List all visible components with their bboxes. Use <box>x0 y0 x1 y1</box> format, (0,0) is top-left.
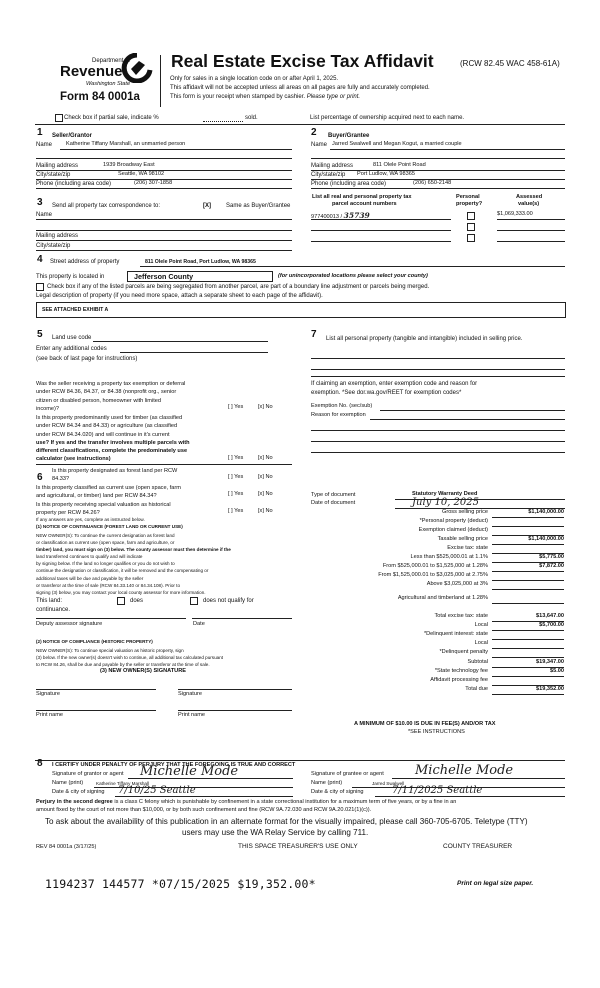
assessed-col-header: Assessed <box>516 194 543 200</box>
tax-corr-label: Send all property tax correspondence to: <box>52 203 161 209</box>
grantor-date-city[interactable]: 7/10/25 Seattle <box>118 785 196 796</box>
exemption-no-label: Exemption No. (sec/sub) <box>311 403 373 409</box>
tax-row-line <box>492 648 564 649</box>
form-rcw: (RCW 82.45 WAC 458-61A) <box>460 59 560 68</box>
section-2-number: 2 <box>311 127 317 138</box>
tax-row-line <box>492 639 564 640</box>
does-not-checkbox[interactable] <box>190 597 198 605</box>
tax-row-label: *Delinquent penalty <box>439 649 488 655</box>
tax-row-line <box>492 517 564 518</box>
section-3-number: 3 <box>37 197 43 208</box>
street-address[interactable]: 811 Olele Point Road, Port Ludlow, WA 98365 <box>145 259 256 265</box>
form-revision: REV 84 0001a (3/17/25) <box>36 844 97 850</box>
parcel-line-1 <box>311 219 451 220</box>
exemption-rule <box>311 376 565 377</box>
personal-line-1 <box>311 358 565 359</box>
exemption-reason-field[interactable] <box>370 419 565 420</box>
assessed-line-3 <box>497 241 565 242</box>
tax-row-label: *Delinquent interest: state <box>423 631 488 637</box>
same-as-buyer-label: Same as Buyer/Grantee <box>226 203 291 209</box>
additional-codes-label: Enter any additional codes <box>36 346 107 352</box>
exemption-line-1: If claiming an exemption, enter exemption code and reason for <box>311 381 478 387</box>
does-not-label: does not qualify for <box>203 598 254 604</box>
section-7-number: 7 <box>311 329 317 340</box>
q1-no[interactable]: [x] No <box>258 404 273 410</box>
street-label: Street address of property <box>50 259 120 265</box>
tax-row-line <box>492 603 564 604</box>
this-land-label: This land: <box>36 598 63 604</box>
exemption-reason-line-2 <box>311 430 565 431</box>
q2-yes[interactable]: [ ] Yes <box>228 455 244 461</box>
continuance-text: NEW OWNER(S): To continue the current designation as forest land or classification as current use (open space, farm and agriculture, or timber) land, you must sign on (3) below. The county assessor must then determine if the land transferred continues to qualify and will indicate by signing below. If the land no longer qualifies or you do not wish to continue the designation or classification, it will be removed and the compensating or additional taxes will be due and payable by the seller or transferor at the time of sale (RCW 84.33.140 or 84.34.108). Prior to signing (3) below, you may contact your local county assessor for more information. <box>36 533 231 595</box>
tax-row-label: From $525,000.01 to $1,525,000 at 1.28% <box>382 563 488 569</box>
partial-sale-checkbox[interactable] <box>55 114 63 122</box>
buyer-blank-line <box>311 158 565 159</box>
seller-mail[interactable]: 1939 Broadway East <box>103 162 155 168</box>
tax-row-line <box>492 657 564 658</box>
tax-row-line <box>492 580 564 581</box>
tax-row-value[interactable]: $5,700.00 <box>539 622 564 628</box>
buyer-city-label: City/state/zip <box>311 172 346 178</box>
seller-phone-label: Phone (including area code) <box>36 181 112 187</box>
personal-col-header: Personal <box>456 194 480 200</box>
revenue-wordmark: Revenue <box>60 63 123 80</box>
question-historic: Is this property receiving special valuation as historical property per RCW 84.26? <box>36 502 171 517</box>
continuance-heading: (1) NOTICE OF CONTINUANCE (FOREST LAND OR CURRENT USE) <box>36 524 183 529</box>
section-8-rule <box>35 760 565 761</box>
q3-no[interactable]: [x] No <box>258 474 273 480</box>
signature-label-2: Signature <box>178 691 202 697</box>
tax-corr-name-label: Name <box>36 212 53 218</box>
signature-label-1: Signature <box>36 691 60 697</box>
land-use-field[interactable] <box>93 341 268 342</box>
tax-row-value[interactable]: $13,647.00 <box>536 613 564 619</box>
deputy-label: Deputy assessor signature <box>36 621 103 627</box>
street-line <box>140 266 565 267</box>
grantee-date-city[interactable]: 7/11/2025 Seattle <box>392 785 483 796</box>
tax-row-line <box>492 589 564 590</box>
seller-mail-line <box>36 170 292 171</box>
tax-row-label: Taxable selling price <box>437 536 488 542</box>
perjury-text: Perjury in the second degree is a class C felony which is punishable by confinement in a state correctional institution for a maximum term of five years, or by a fine in an <box>36 799 457 805</box>
question-forest: Is this property designated as forest land per RCW 84.33? <box>52 468 178 483</box>
grantor-sig-line <box>128 778 293 779</box>
question-current-use: Is this property classified as current use (open space, farm and agricultural, or timber) land per RCW 84.34? <box>36 485 181 500</box>
tax-row-label: Excise tax: state <box>447 545 488 551</box>
buyer-name-label: Name <box>311 142 328 148</box>
tax-row-line <box>492 694 564 695</box>
tax-corr-mail-label: Mailing address <box>36 233 79 239</box>
parcel-number[interactable]: 977400013 / 35739 <box>311 211 370 220</box>
assessed-line-1 <box>497 219 565 220</box>
grantor-print-label: Name (print) <box>52 780 84 786</box>
does-label: does <box>130 598 144 604</box>
personal-checkbox-3[interactable] <box>467 234 475 242</box>
tax-row-label: Local <box>474 622 488 628</box>
legal-size-note: Print on legal size paper. <box>457 880 534 887</box>
doc-date-value[interactable]: July 10, 2025 <box>412 497 480 508</box>
exemption-no-field[interactable] <box>380 410 565 411</box>
owner-signature-2[interactable] <box>178 689 292 690</box>
doc-type-value[interactable]: Statutory Warranty Deed <box>412 491 478 497</box>
accessibility-line-2: users may use the WA Relay Service by calling 711. <box>182 828 369 837</box>
seller-blank-line <box>36 158 292 159</box>
seller-name-line <box>60 149 292 150</box>
tax-row-line <box>492 526 564 527</box>
does-checkbox[interactable] <box>117 597 125 605</box>
header-divider <box>160 55 161 107</box>
tax-row-label: From $1,525,000.01 to $3,025,000 at 2.75% <box>378 572 488 578</box>
tax-row-value[interactable]: $1,140,000.00 <box>528 536 564 542</box>
county-treasurer-label: COUNTY TREASURER <box>443 843 513 850</box>
tax-row-line <box>492 544 564 545</box>
buyer-mail[interactable]: 811 Olele Point Road <box>373 162 426 168</box>
dept-label: Department of <box>92 58 131 64</box>
tax-corr-city-label: City/state/zip <box>36 243 71 249</box>
county-value: Jefferson County <box>134 272 194 281</box>
same-as-buyer-checkbox[interactable]: [X] <box>203 203 211 209</box>
tax-corr-blank-line <box>36 230 292 231</box>
parcel-line-2 <box>311 230 451 231</box>
exemption-reason-label: Reason for exemption <box>311 412 366 418</box>
seller-phone-line <box>36 188 292 189</box>
doc-date-label: Date of document <box>311 500 356 506</box>
personal-line-2 <box>311 369 565 370</box>
compliance-heading: (2) NOTICE OF COMPLIANCE (HISTORIC PROPERTY) <box>36 639 153 644</box>
legal-description-box[interactable] <box>36 302 566 318</box>
exemption-line-2: exemption. *See dor.wa.gov/REET for exemption codes* <box>311 390 462 396</box>
tax-row-label: Local <box>474 640 488 646</box>
form-number: Form 84 0001a <box>60 91 140 103</box>
grantee-date-label: Date & city of signing <box>311 789 364 795</box>
seller-name-label: Name <box>36 142 53 148</box>
tax-row-line <box>492 676 564 677</box>
owner-signature-1[interactable] <box>36 689 156 690</box>
land-use-label: Land use code <box>52 335 92 341</box>
treasurer-receipt-stamp: 1194237 144577 *07/15/2025 $19,352.00* <box>45 877 316 891</box>
tax-row-line <box>492 630 564 631</box>
buyer-phone-label: Phone (including area code) <box>311 181 387 187</box>
tax-row-label: Total excise tax: state <box>434 613 488 619</box>
seller-city-label: City/state/zip <box>36 172 71 178</box>
q5-no[interactable]: [x] No <box>258 508 273 514</box>
location-label: This property is located in <box>36 274 105 280</box>
buyer-city[interactable]: Port Ludlow, WA 98365 <box>357 171 415 177</box>
deputy-date-field[interactable] <box>192 618 292 619</box>
legal-description-label: Legal description of property (if you need more space, attach a separate sheet to each page of the affidavit). <box>36 293 323 299</box>
exemption-reason-line-4 <box>311 452 565 453</box>
tax-row-value[interactable]: $7,872.00 <box>539 563 564 569</box>
new-owner-sig-heading: (3) NEW OWNER(S) SIGNATURE <box>100 668 186 674</box>
print-label-2: Print name <box>178 712 206 718</box>
tax-row-label: Affidavit processing fee <box>430 677 488 683</box>
grantee-date-line <box>375 796 565 797</box>
treasurer-space-label: THIS SPACE TREASURER'S USE ONLY <box>238 843 358 850</box>
grantor-date-label: Date & city of signing <box>52 789 105 795</box>
seller-name[interactable]: Katherine Tiffany Marshall, an unmarried person <box>66 141 186 147</box>
assessed-line-2 <box>497 230 565 231</box>
tax-row-label: *State technology fee <box>434 668 488 674</box>
tax-row-value[interactable]: $5.00 <box>550 668 564 674</box>
parcel-col-header: List all real and personal property tax <box>312 194 412 200</box>
seller-mail-label: Mailing address <box>36 163 79 169</box>
personal-col-header-2: property? <box>456 201 483 207</box>
header-line-3: This form is your receipt when stamped by cashier. Please type or print. <box>170 94 361 100</box>
certify-heading: I CERTIFY UNDER PENALTY OF PERJURY THAT THE FOREGOING IS TRUE AND CORRECT <box>52 762 296 768</box>
q1-yes[interactable]: [ ] Yes <box>228 404 244 410</box>
partial-sold-label: sold. <box>245 115 258 121</box>
section-4-number: 4 <box>37 254 43 265</box>
segregated-checkbox[interactable] <box>36 283 44 291</box>
buyer-mail-label: Mailing address <box>311 163 354 169</box>
parcel-col-header-2: parcel account numbers <box>332 201 397 207</box>
parcel-line-3 <box>311 241 451 242</box>
compliance-text: NEW OWNER(S): To continue special valuation as historic property, sign (3) below. If the new owner(s) doesn't wish to continue, all additional tax calculated pursuant to RCW 84.26, shall be due and payable by the seller or transferor at the time of sale. <box>36 648 224 668</box>
county-note: (for unincorporated locations please select your county) <box>278 273 428 279</box>
grantor-signature[interactable]: Michelle Mode <box>140 764 239 779</box>
revenue-swoosh-icon <box>121 53 153 83</box>
assessed-col-header-2: value(s) <box>518 201 540 207</box>
section-8-number: 8 <box>37 758 43 769</box>
section-5-number: 5 <box>37 329 43 340</box>
seller-city[interactable]: Seattle, WA 98102 <box>118 171 165 177</box>
tax-row-value[interactable]: $5,775.00 <box>539 554 564 560</box>
question-timber: Is this property predominantly used for timber (as classified under RCW 84.34 and 84.33) or agriculture (as classified under RCW 84.34.020) and will continue in it's current use? If yes and the transfer involves multiple parcels with different classifications, complete the predominately use calculator (see instructions) <box>36 415 190 463</box>
deputy-date-label: Date <box>193 621 205 627</box>
personal-checkbox-2[interactable] <box>467 223 475 231</box>
tax-row-label: *Personal property (deduct) <box>419 518 488 524</box>
tax-row-label: Exemption claimed (deduct) <box>418 527 488 533</box>
partial-pct-field[interactable] <box>203 121 243 122</box>
question-exemption: Was the seller receiving a property tax exemption or deferral under RCW 84.36, 84.37, or 84.38 (nonprofit org., senior citizen or disabled person, homeowner with limited income)? <box>36 381 186 412</box>
section-1-number: 1 <box>37 127 43 138</box>
seller-heading: Seller/Grantor <box>52 133 93 139</box>
grantee-print-label: Name (print) <box>311 780 343 786</box>
grantee-sig-label: Signature of grantee or agent <box>311 771 384 777</box>
assessed-value[interactable]: $1,069,333.00 <box>497 211 533 217</box>
legal-description-value: SEE ATTACHED EXHIBIT A <box>42 307 109 313</box>
tax-row-value[interactable]: $19,347.00 <box>536 659 564 665</box>
see-instructions-note: *SEE INSTRUCTIONS <box>408 729 465 735</box>
tax-row-label: Agricultural and timberland at 1.28% <box>397 595 488 601</box>
q3-yes[interactable]: [ ] Yes <box>228 474 244 480</box>
tax-row-line <box>492 571 564 572</box>
tax-corr-city-line <box>36 250 292 251</box>
q5-yes[interactable]: [ ] Yes <box>228 508 244 514</box>
accessibility-line-1: To ask about the availability of this publication in an alternate format for the visually impaired, please call 360-705-6705. Teletype (TTY) <box>45 817 528 826</box>
list-percentage-note: List percentage of ownership acquired next to each name. <box>310 115 465 121</box>
grantor-sig-label: Signature of grantor or agent <box>52 771 124 777</box>
buyer-name[interactable]: Jarred Swalwell and Megan Kogut, a married couple <box>332 141 462 147</box>
additional-codes-field[interactable] <box>120 352 268 353</box>
header-line-2: This affidavit will not be accepted unless all areas on all pages are fully and accurately completed. <box>170 85 430 91</box>
buyer-phone[interactable]: (206) 650-2148 <box>413 180 452 186</box>
minimum-due-note: A MINIMUM OF $10.00 IS DUE IN FEE(S) AND/OR TAX <box>354 721 496 727</box>
personal-property-label: List all personal property (tangible and intangible) included in selling price. <box>326 336 523 342</box>
doc-type-label: Type of document <box>311 492 356 498</box>
partial-sale-label: Check box if partial sale, indicate % <box>64 115 159 121</box>
owner-print-1[interactable] <box>36 710 156 711</box>
grantor-print-name[interactable]: Katherine Tiffany Marshall <box>96 781 150 786</box>
exemption-reason-line-3 <box>311 441 565 442</box>
grantee-print-name[interactable]: Jarred Swalwell <box>372 781 405 786</box>
buyer-phone-line <box>311 188 565 189</box>
grantor-date-line <box>115 796 293 797</box>
county-select[interactable] <box>127 271 273 282</box>
print-label-1: Print name <box>36 712 64 718</box>
tax-row-label: Subtotal <box>467 659 488 665</box>
state-label: Washington State <box>86 81 131 87</box>
see-back-note: (see back of last page for instructions) <box>36 356 138 362</box>
tax-row-label: Total due <box>465 686 488 692</box>
perjury-text-2: amount fixed by the court of not more than $10,000, or by both such confinement and fine (RCW 9A.72.030 and RCW 9A.20.021(1)(c)). <box>36 807 372 813</box>
tax-row-value[interactable]: $19,352.00 <box>536 686 564 692</box>
personal-checkbox-1[interactable] <box>467 212 475 220</box>
tax-row-label: Above $3,025,000 at 3% <box>426 581 488 587</box>
tax-row-label: Gross selling price <box>441 509 488 515</box>
continuance-label: continuance. <box>36 607 71 613</box>
tax-corr-name-line <box>36 219 292 220</box>
if-yes-note: If any answers are yes, complete as instructed below. <box>36 517 145 522</box>
buyer-mail-line <box>311 170 565 171</box>
seller-phone[interactable]: (206) 307-1858 <box>134 180 173 186</box>
questions-rule <box>36 464 292 465</box>
tax-row-value[interactable]: $1,140,000.00 <box>528 509 564 515</box>
deputy-signature-field[interactable] <box>36 618 186 619</box>
header-line-1: Only for sales in a single location code on or after April 1, 2025. <box>170 76 339 82</box>
header-rule <box>35 124 565 125</box>
buyer-name-line <box>330 149 565 150</box>
q4-no[interactable]: [x] No <box>258 491 273 497</box>
grantee-sig-line <box>392 778 565 779</box>
section-6-number: 6 <box>37 472 43 483</box>
buyer-heading: Buyer/Grantee <box>328 133 370 139</box>
tax-row-label: Less than $525,000.01 at 1.1% <box>410 554 488 560</box>
tax-corr-mail-line <box>36 240 292 241</box>
q4-yes[interactable]: [ ] Yes <box>228 491 244 497</box>
q2-no[interactable]: [x] No <box>258 455 273 461</box>
form-title: Real Estate Excise Tax Affidavit <box>171 51 434 71</box>
segregated-label: Check box if any of the listed parcels are being segregated from another parcel, are part of a boundary line adjustment or parcels being merged. <box>47 284 430 290</box>
owner-print-2[interactable] <box>178 710 292 711</box>
grantee-signature[interactable]: Michelle Mode <box>415 763 514 778</box>
